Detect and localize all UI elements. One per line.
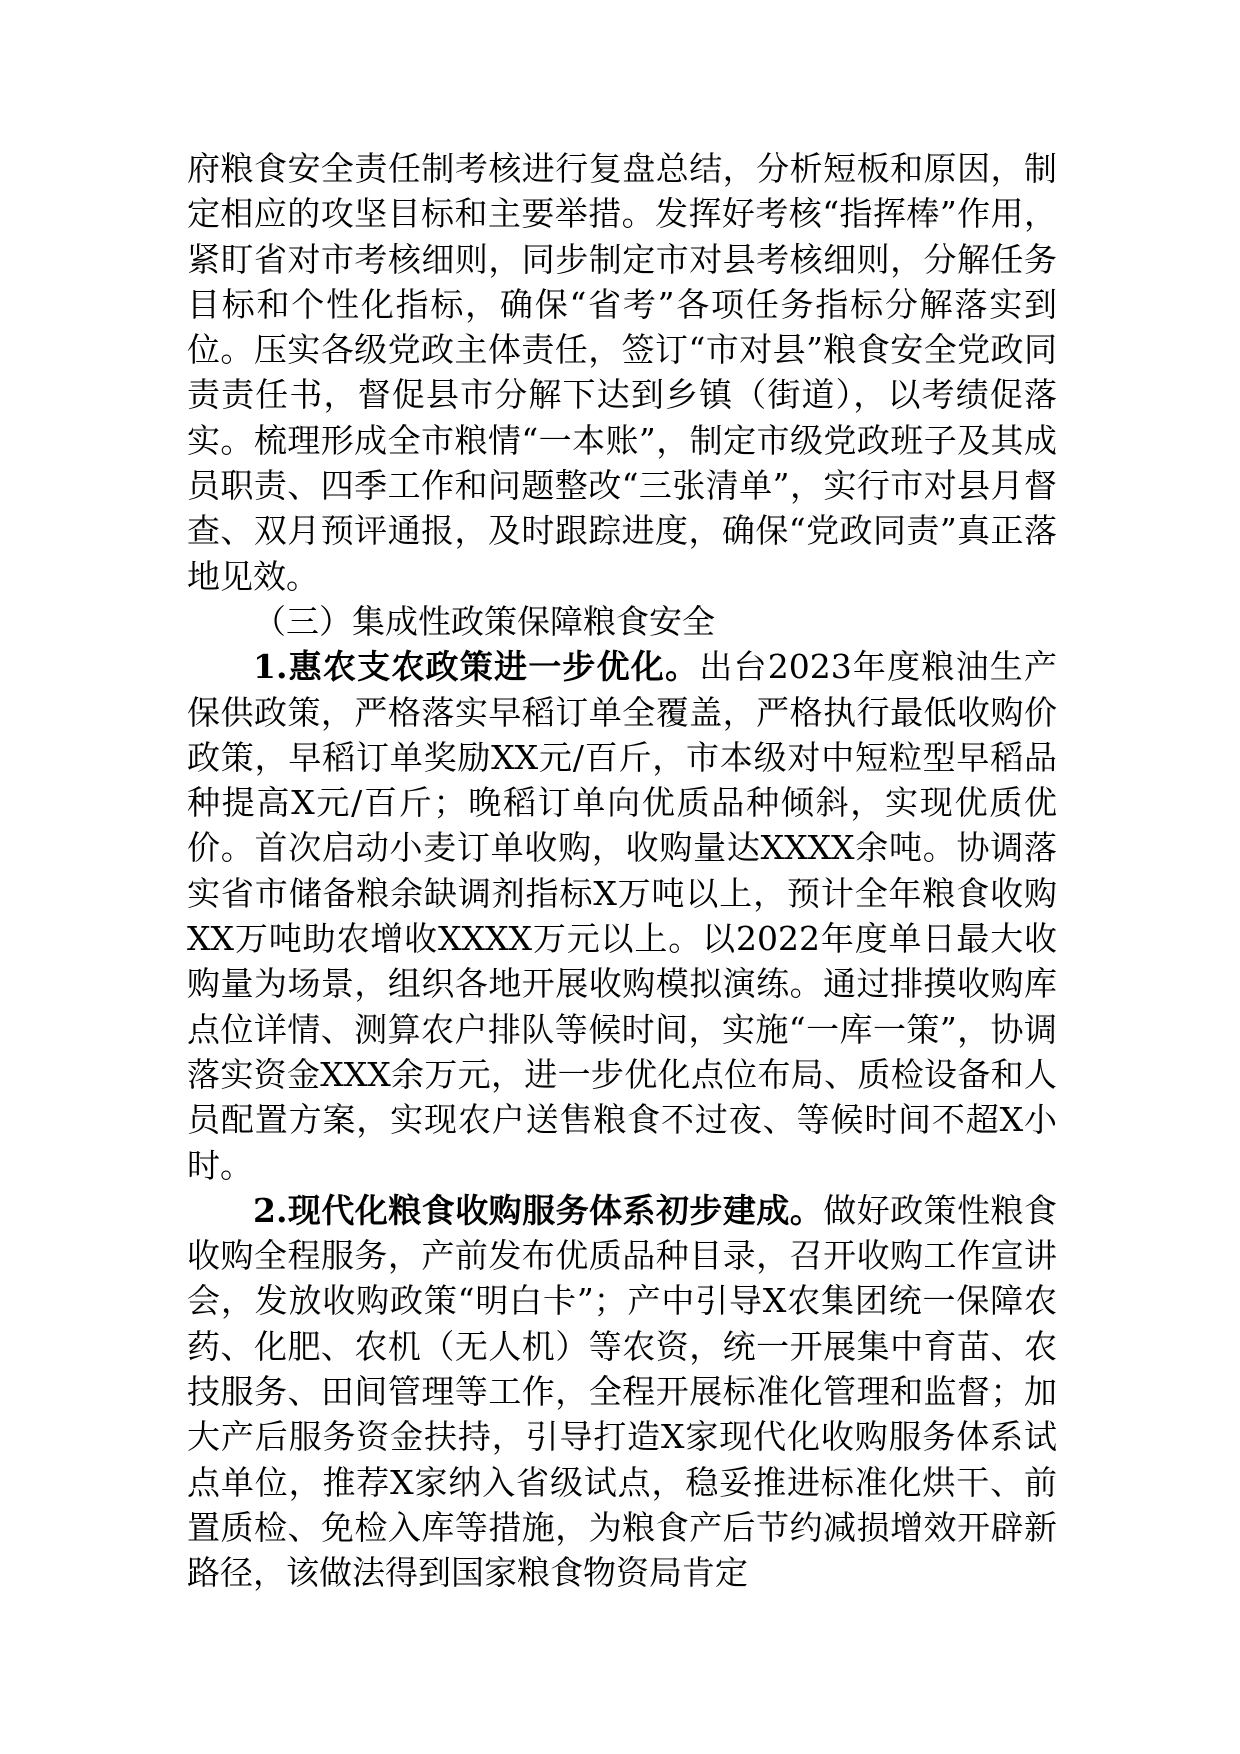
item-1-lead: 1.惠农支农政策进一步优化。 bbox=[253, 647, 700, 687]
item-2-lead: 2.现代化粮食收购服务体系初步建成。 bbox=[253, 1190, 824, 1230]
list-item-1 bbox=[187, 644, 1057, 1188]
paragraph-continued: 府粮食安全责任制考核进行复盘总结，分析短板和原因，制定相应的攻坚目标和主要举措。发挥好考核“指挥棒”作用，紧盯省对市考核细则，同步制定市对县考核细则，分解任务目标和个性化指标，确保“省考”各项任务指标分解落实到位。压实各级党政主体责任，签订“市对县”粮食安全党政同责责任书，督促县市分解下达到乡镇（街道），以考绩促落实。梳理形成全市粮情“一本账”，制定市级党政班子及其成员职责、四季工作和问题整改“三张清单”，实行市对县月督查、双月预评通报，及时跟踪进度，确保“党政同责”真正落地见效。 bbox=[187, 149, 1057, 596]
document-page bbox=[187, 146, 1057, 1596]
item-2-body: 做好政策性粮食收购全程服务，产前发布优质品种目录，召开收购工作宣讲会，发放收购政策“明白卡”；产中引导X农集团统一保障农药、化肥、农机（无人机）等农资，统一开展集中育苗、农技服务、田间管理等工作，全程开展标准化管理和监督；加大产后服务资金扶持，引导打造X家现代化收购服务体系试点单位，推荐X家纳入省级试点，稳妥推进标准化烘干、前置质检、免检入库等措施，为粮食产后节约减损增效开辟新路径，该做法得到国家粮食物资局肯定 bbox=[187, 1190, 1058, 1593]
item-1-body: 出台2023年度粮油生产保供政策，严格落实早稻订单全覆盖，严格执行最低收购价政策，早稻订单奖励XX元/百斤，市本级对中短粒型早稻品种提高X元/百斤；晚稻订单向优质品种倾斜，实现优质优价。首次启动小麦订单收购，收购量达XXXX余吨。协调落实省市储备粮余缺调剂指标X万吨以上，预计全年粮食收购XX万吨助农增收XXXX万元以上。以2022年度单日最大收购量为场景，组织各地开展收购模拟演练。通过排摸收购库点位详情、测算农户排队等候时间，实施“一库一策”，协调落实资金XXX余万元，进一步优化点位布局、质检设备和人员配置方案，实现农户送售粮食不过夜、等候时间不超X小时。 bbox=[187, 647, 1058, 1185]
section-heading: （三）集成性政策保障粮食安全 bbox=[253, 601, 715, 641]
list-item-2 bbox=[187, 1188, 1057, 1596]
